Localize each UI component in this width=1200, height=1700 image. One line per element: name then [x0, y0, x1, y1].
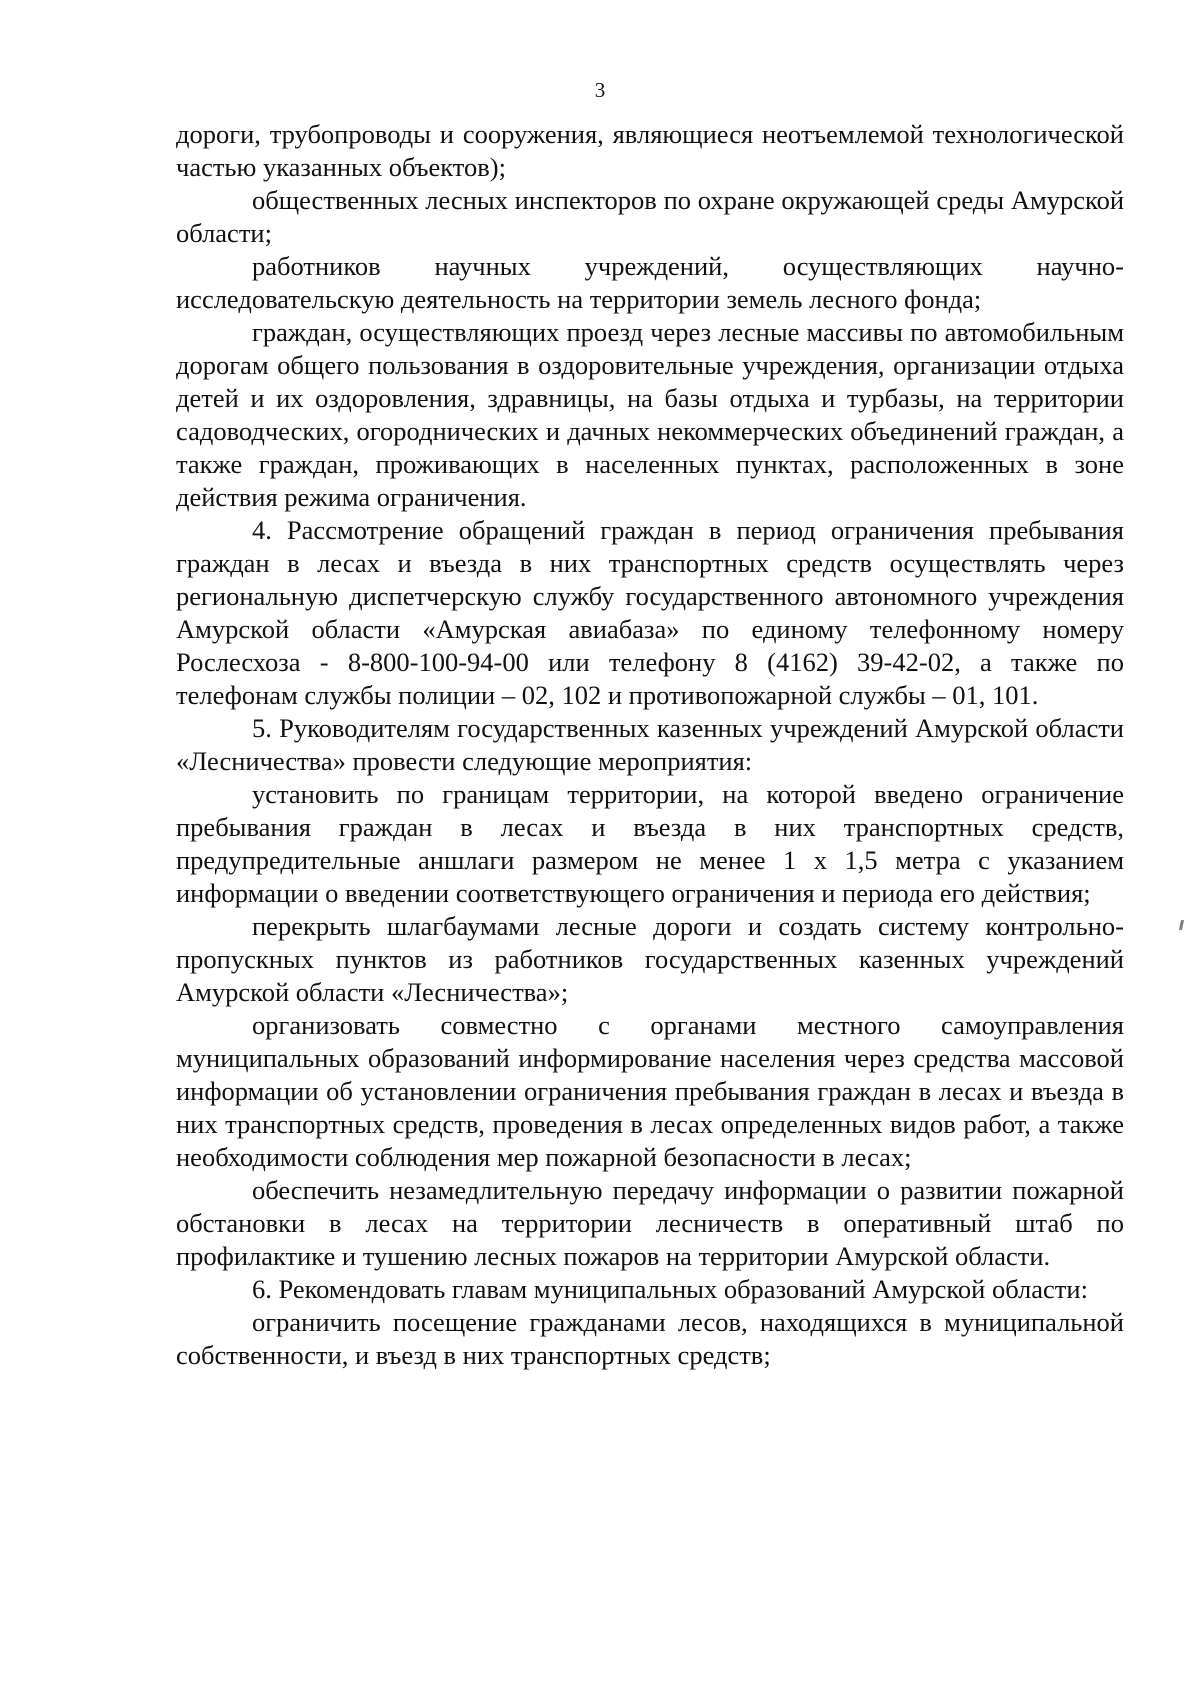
paragraph-item-4-appeals: 4. Рассмотрение обращений граждан в период ограничения пребывания граждан в лесах и въезда в них транспортных средств осуществлять через региональную диспетчерскую службу государственного автономного учреждения Амурской области «Амурская авиабаза» по единому телефонному номеру Рослесхоза - 8-800-100-94-00 или телефону 8 (4162) 39-42-02, а также по телефонам службы полиции – 02, 102 и противопожарной службы – 01, 101.: [176, 515, 1124, 710]
document-body: [176, 118, 1124, 1372]
paragraph-citizens-passage: граждан, осуществляющих проезд через лесные массивы по автомобильным дорогам общего пользования в оздоровительные учреждения, организации отдыха детей и их оздоровления, здравницы, на базы отдыха и турбазы, на территории садоводческих, огороднических и дачных некоммерческих объединений граждан, а также граждан, проживающих в населенных пунктах, расположенных в зоне действия режима ограничения.: [176, 317, 1124, 512]
paragraph-restrict-visits: ограничить посещение гражданами лесов, находящихся в муниципальной собственности, и въезд в них транспортных средств;: [176, 1307, 1124, 1370]
paragraph-public-inspectors: общественных лесных инспекторов по охране окружающей среды Амурской области;: [176, 185, 1124, 248]
paragraph-research-workers: работников научных учреждений, осуществляющих научно-исследовательскую деятельность на территории земель лесного фонда;: [176, 251, 1124, 314]
paragraph-install-signs: установить по границам территории, на которой введено ограничение пребывания граждан в лесах и въезда в них транспортных средств, предупредительные аншлаги размером не менее 1 х 1,5 метра с указанием информации о введении соответствующего ограничения и периода его действия;: [176, 779, 1124, 908]
paragraph-roads-continuation: дороги, трубопроводы и сооружения, являющиеся неотъемлемой технологической частью указанных объектов);: [176, 119, 1124, 182]
page-number: 3: [594, 78, 606, 102]
paragraph-block-roads: перекрыть шлагбаумами лесные дороги и создать систему контрольно-пропускных пунктов из работников государственных казенных учреждений Амурской области «Лесничества»;: [176, 911, 1124, 1007]
paragraph-inform-population: организовать совместно с органами местного самоуправления муниципальных образований информирование населения через средства массовой информации об установлении ограничения пребывания граждан в лесах и въезда в них транспортных средств, проведения в лесах определенных видов работ, а также необходимости соблюдения мер пожарной безопасности в лесах;: [176, 1010, 1124, 1172]
paragraph-item-5-forestry-heads: 5. Руководителям государственных казенных учреждений Амурской области «Лесничества» провести следующие мероприятия:: [176, 713, 1124, 776]
paragraph-transfer-information: обеспечить незамедлительную передачу информации о развитии пожарной обстановки в лесах на территории лесничеств в оперативный штаб по профилактике и тушению лесных пожаров на территории Амурской области.: [176, 1175, 1124, 1271]
scan-mark: [1179, 920, 1184, 930]
paragraph-item-6-recommend: 6. Рекомендовать главам муниципальных образований Амурской области:: [252, 1274, 1088, 1304]
